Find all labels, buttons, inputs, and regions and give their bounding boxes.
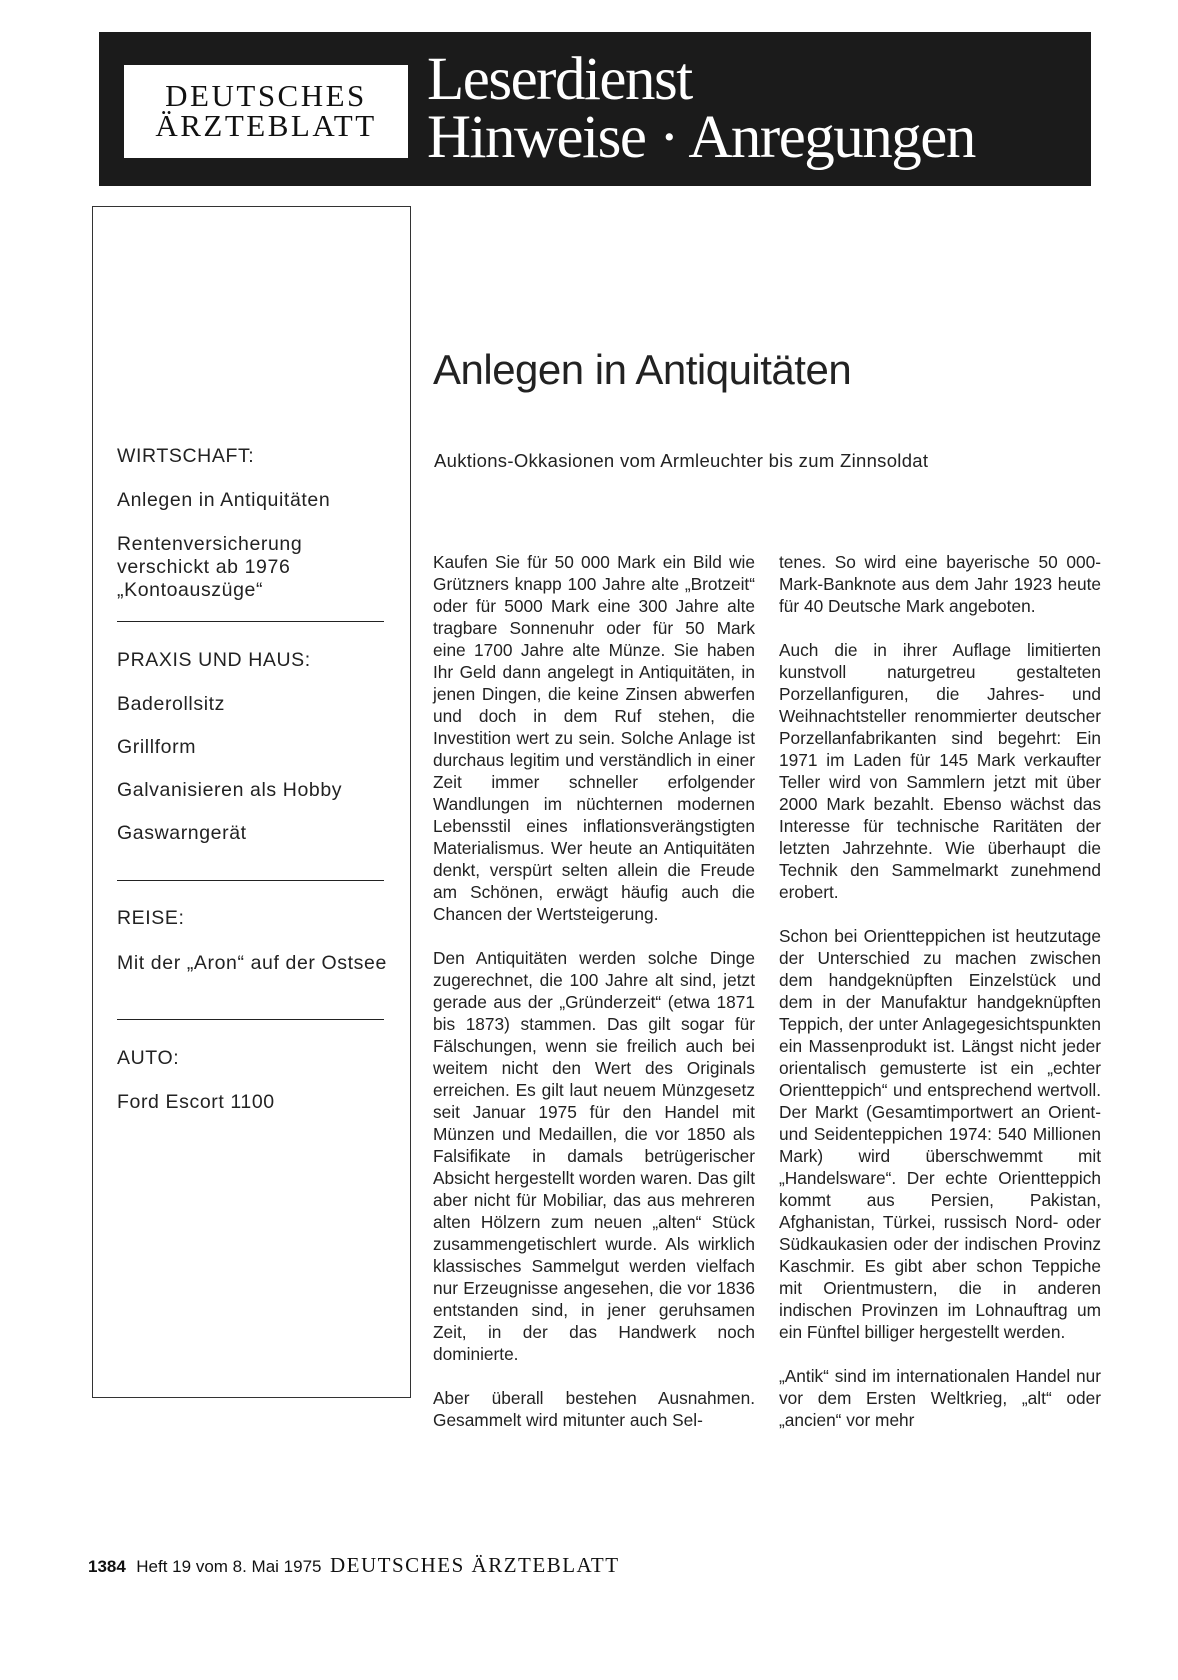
paragraph: Den Antiquitäten werden solche Dinge zugerechnet, die 100 Jahre alt sind, jetzt gerade aus der „Gründerzeit“ (etwa 1871 bis 1873) stammen. Das gilt sogar für Fälschungen, wenn sie freilich auch bei weitem nicht den Wert des Originals erreichen. Es gilt laut neuem Münzgesetz seit Januar 1975 für den Handel mit Münzen und Medaillen, die vor 1850 als Falsifikate in damals betrügerischer Absicht hergestellt worden waren. Das gilt aber nicht für Mobiliar, das aus mehreren alten Hölzern zum neuen „alten“ Stück zusammengetischlert wurde. Als wirklich klassisches Sammelgut werden vielfach nur Erzeugnisse angesehen, die vor 1836 entstanden sind, in jener geruhsamen Zeit, in der das Handwerk noch dominierte.: [433, 948, 755, 1364]
section-divider: [117, 880, 384, 881]
footer-magazine-name: DEUTSCHES ÄRZTEBLATT: [329, 1553, 620, 1577]
banner-title-line-1: Leserdienst: [427, 46, 692, 113]
paragraph: tenes. So wird eine bayerische 50 000-Mark-Banknote aus dem Jahr 1923 heute für 40 Deutsche Mark angeboten.: [779, 552, 1101, 616]
article-subtitle: Auktions-Okkasionen vom Armleuchter bis zum Zinnsoldat: [434, 450, 929, 471]
contents-item: Galvanisieren als Hobby: [117, 779, 343, 801]
paragraph: Kaufen Sie für 50 000 Mark ein Bild wie Grützners knapp 100 Jahre alte „Brotzeit“ oder für 5000 Mark eine 300 Jahre alte tragbare Sonnenuhr oder für 50 Mark eine 1700 Jahre alte Münze. Sie haben Ihr Geld dann angelegt in Antiquitäten, in jenen Dingen, die keine Zinsen abwerfen und doch in dem Ruf stehen, die Investition wert zu sein. Solche Anlage ist durchaus legitim und verständlich in einer Zeit immer schneller erfolgender Wandlungen im nüchternen modernen Lebensstil eines inflationsverängstigten Materialismus. Wer heute an Antiquitäten denkt, verspürt selten allein die Freude am Schönen, erwägt häufig auch die Chancen der Wertsteigerung.: [433, 552, 755, 924]
contents-item: Mit der „Aron“ auf der Ostsee: [117, 952, 387, 974]
page-footer: [88, 1553, 620, 1578]
article-column-1: [433, 551, 755, 1431]
logo-line-1: DEUTSCHES: [165, 78, 367, 113]
contents-item: Baderollsitz: [117, 693, 225, 715]
paragraph: „Antik“ sind im internationalen Handel nur vor dem Ersten Weltkrieg, „alt“ oder „ancien“ vor mehr: [779, 1366, 1101, 1430]
article-column-2: [779, 551, 1101, 1431]
contents-sidebar: [92, 206, 411, 1398]
contents-item: Rentenversicherung verschickt ab 1976 „Kontoauszüge“: [117, 533, 303, 601]
contents-item: Grillform: [117, 736, 197, 758]
logo-line-2: ÄRZTEBLATT: [155, 108, 377, 143]
paragraph: Schon bei Orientteppichen ist heutzutage der Unterschied zu machen zwischen dem handgeknüpften Einzelstück und dem in der Manufaktur handgeknüpften Teppich, der unter Anlagegesichtspunkten ein Massenprodukt ist. Längst nicht jeder orientalisch gemusterte ist ein „echter Orientteppich“ und entsprechend wertvoll. Der Markt (Gesamtimportwert an Orient- und Seidenteppichen 1974: 540 Millionen Mark) wird überschwemmt mit „Handelsware“. Der echte Orientteppich kommt aus Persien, Pakistan, Afghanistan, Türkei, russisch Nord- oder Südkaukasien oder der indischen Provinz Kaschmir. Es gibt aber schon Teppiche mit Orientmustern, die in anderen indischen Provinzen im Lohnauftrag um ein Fünftel billiger hergestellt werden.: [779, 926, 1101, 1342]
page-number: 1384: [88, 1557, 126, 1576]
section-heading-praxis-und-haus: PRAXIS UND HAUS:: [117, 649, 311, 671]
section-heading-reise: REISE:: [117, 907, 185, 929]
header-banner: [99, 32, 1091, 186]
paragraph: Auch die in ihrer Auflage limitierten kunstvoll naturgetreu gestalteten Porzellanfiguren, die Jahres- und Weihnachtsteller renommierter deutscher Porzellanfabrikanten sind begehrt: Ein 1971 im Laden für 145 Mark verkaufter Teller wird von Sammlern jetzt mit über 2000 Mark bezahlt. Ebenso wächst das Interesse für technische Raritäten der letzten Jahrzehnte. Wie überhaupt die Technik den Sammelmarkt zunehmend erobert.: [779, 640, 1101, 902]
paragraph: Aber überall bestehen Ausnahmen. Gesammelt wird mitunter auch Sel-: [433, 1388, 755, 1430]
section-heading-auto: AUTO:: [117, 1047, 180, 1069]
banner-title-line-2: Hinweise · Anregungen: [427, 104, 975, 171]
contents-item: Anlegen in Antiquitäten: [117, 489, 331, 511]
section-divider: [117, 621, 384, 622]
contents-item: Ford Escort 1100: [117, 1091, 275, 1113]
issue-info: Heft 19 vom 8. Mai 1975: [136, 1557, 322, 1576]
section-divider: [117, 1019, 384, 1020]
magazine-logo: [124, 65, 408, 158]
article-title: Anlegen in Antiquitäten: [433, 346, 852, 393]
section-heading-wirtschaft: WIRTSCHAFT:: [117, 445, 255, 467]
contents-item: Gaswarngerät: [117, 822, 247, 844]
